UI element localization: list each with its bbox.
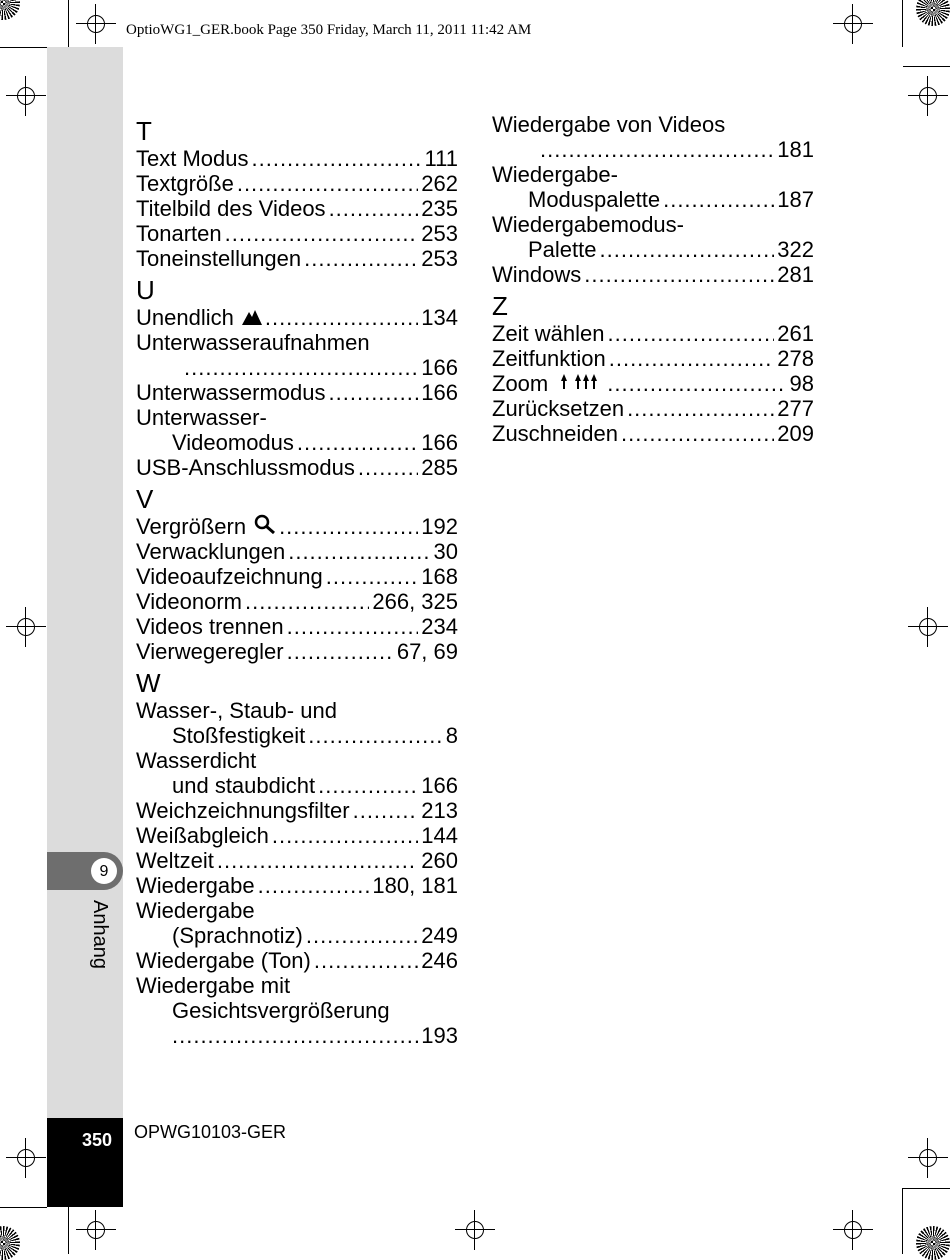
index-entry: Wiedergabemodus- [492, 212, 684, 237]
index-entry-continuation: Stoßfestigkeit ..... 8 [136, 723, 458, 748]
magnifier-icon [254, 514, 276, 539]
index-entry: Wasser-, Staub- und [136, 698, 337, 723]
index-letter: U [136, 275, 155, 305]
registration-mark [6, 607, 46, 647]
index-entry: Titelbild des Videos ..... 235 [136, 196, 458, 221]
index-entry: Text Modus ..... 111 [136, 146, 458, 171]
index-entry: Wiedergabe (Ton) ..... 246 [136, 948, 458, 973]
registration-mark [455, 1210, 495, 1250]
index-column-right [492, 112, 814, 446]
index-letter: V [136, 484, 154, 514]
index-entry: Unterwassermodus ..... 166 [136, 380, 458, 405]
index-entry: Weltzeit ..... 260 [136, 848, 458, 873]
chapter-number: 9 [91, 858, 117, 884]
index-column-left [136, 112, 458, 1048]
chapter-sidebar [47, 47, 123, 1207]
index-entry: Zoom ..... 98 [492, 371, 814, 396]
index-entry: Videoaufzeichnung ..... 168 [136, 564, 458, 589]
index-entry: Zeit wählen ..... 261 [492, 321, 814, 346]
color-wheel-mark [0, 0, 20, 20]
infinity-mountain-icon [242, 305, 262, 330]
index-letter: W [136, 668, 161, 698]
registration-mark [908, 1138, 948, 1178]
registration-mark [908, 607, 948, 647]
registration-mark [76, 1210, 116, 1250]
zoom-tele-wide-icon [560, 371, 604, 396]
color-wheel-mark [916, 1226, 950, 1260]
registration-mark [6, 76, 46, 116]
color-wheel-mark [916, 0, 950, 26]
index-entry: Tonarten ..... 253 [136, 221, 458, 246]
crop-mark [902, 0, 903, 47]
index-entry: Zeitfunktion ..... 278 [492, 346, 814, 371]
crop-mark [0, 47, 47, 48]
index-entry-continuation: Videomodus ..... 166 [136, 430, 458, 455]
index-entry-continuation: ..... 181 [492, 137, 814, 162]
index-entry-continuation: ..... 166 [136, 355, 458, 380]
index-entry: Weißabgleich ..... 144 [136, 823, 458, 848]
chapter-label: Anhang [89, 900, 111, 969]
index-entry: Wiedergabe mit [136, 973, 291, 998]
index-entry: Wasserdicht [136, 748, 257, 773]
crop-mark [903, 1188, 950, 1189]
index-entry: Toneinstellungen ..... 253 [136, 246, 458, 271]
index-entry: Unterwasser- [136, 405, 267, 430]
registration-mark [833, 1210, 873, 1250]
index-entry: Verwacklungen ..... 30 [136, 539, 458, 564]
index-entry: USB-Anschlussmodus ..... 285 [136, 455, 458, 480]
registration-mark [6, 1138, 46, 1178]
index-entry: Videos trennen ..... 234 [136, 614, 458, 639]
index-entry-continuation: Gesichtsvergrößerung [172, 998, 390, 1023]
index-letter: Z [492, 291, 508, 321]
document-code: OPWG10103-GER [134, 1122, 287, 1142]
index-entry: Windows ..... 281 [492, 262, 814, 287]
index-entry: Zurücksetzen ..... 277 [492, 396, 814, 421]
index-entry: Videonorm ..... 266, 325 [136, 589, 458, 614]
index-entry-continuation: (Sprachnotiz) ..... 249 [136, 923, 458, 948]
color-wheel-mark [0, 1226, 20, 1260]
index-entry: Zuschneiden ..... 209 [492, 421, 814, 446]
registration-mark [833, 4, 873, 44]
index-entry: Vergrößern ..... 192 [136, 514, 458, 539]
index-entry-continuation: Palette ..... 322 [492, 237, 814, 262]
index-entry: Wiedergabe- [492, 162, 618, 187]
index-letter: T [136, 116, 152, 146]
crop-mark [0, 1207, 47, 1208]
index-entry: Unterwasseraufnahmen [136, 330, 370, 355]
crop-mark [68, 1207, 69, 1254]
index-entry: Unendlich ..... 134 [136, 305, 458, 330]
index-entry-continuation: Moduspalette ..... 187 [492, 187, 814, 212]
registration-mark [908, 76, 948, 116]
index-entry: Wiedergabe ..... 180, 181 [136, 873, 458, 898]
index-entry: Textgröße ..... 262 [136, 171, 458, 196]
index-entry: Weichzeichnungsfilter ..... 213 [136, 798, 458, 823]
registration-mark [76, 4, 116, 44]
crop-mark [68, 0, 69, 47]
index-entry: Vierwegeregler ..... 67, 69 [136, 639, 458, 664]
page-number: 350 [82, 1130, 113, 1150]
index-entry-continuation: und staubdicht ..... 166 [136, 773, 458, 798]
print-header: OptioWG1_GER.book Page 350 Friday, March 11, 2011 11:42 AM [126, 22, 532, 38]
index-entry: Wiedergabe von Videos [492, 112, 726, 137]
crop-mark [902, 1188, 903, 1254]
index-entry-continuation: ..... 193 [136, 1023, 458, 1048]
crop-mark [903, 66, 950, 67]
index-entry: Wiedergabe [136, 898, 255, 923]
